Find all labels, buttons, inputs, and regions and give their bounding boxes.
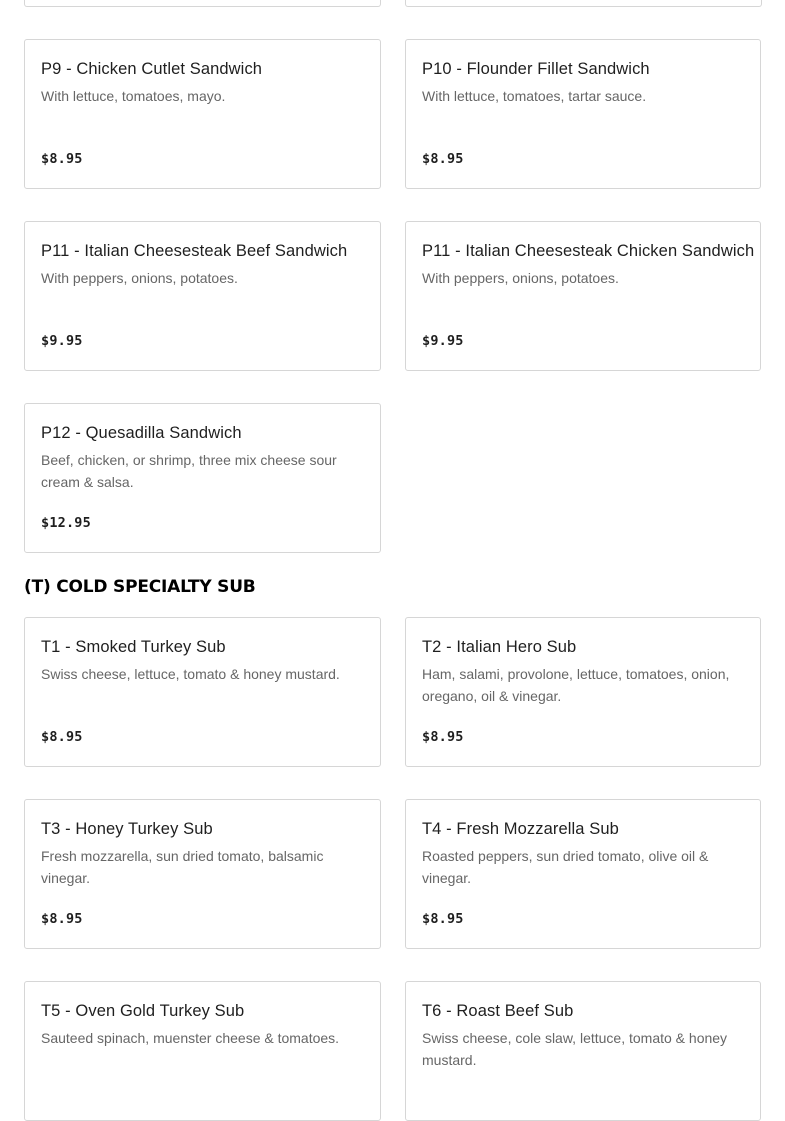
menu-item-price: $8.95 <box>41 911 83 927</box>
menu-item-name: T3 - Honey Turkey Sub <box>41 820 213 838</box>
menu-item-card-t2[interactable] <box>405 617 761 767</box>
menu-item-name: T6 - Roast Beef Sub <box>422 1002 574 1020</box>
menu-item-card-t5[interactable] <box>24 981 381 1121</box>
menu-item-name: P11 - Italian Cheesesteak Beef Sandwich <box>41 242 348 260</box>
menu-item-price: $8.95 <box>41 729 83 745</box>
menu-item-name: T4 - Fresh Mozzarella Sub <box>422 820 619 838</box>
menu-item-name: P9 - Chicken Cutlet Sandwich <box>41 60 263 78</box>
menu-item-name: P12 - Quesadilla Sandwich <box>41 424 242 442</box>
menu-item-card-p9[interactable] <box>24 39 381 189</box>
menu-item-description: With lettuce, tomatoes, tartar sauce. <box>422 88 647 104</box>
menu-item-name: T2 - Italian Hero Sub <box>422 638 577 656</box>
menu-item-card-p10[interactable] <box>405 39 761 189</box>
menu-item-price: $8.95 <box>422 729 464 745</box>
menu-item-price: $9.95 <box>422 333 464 349</box>
menu-item-price: $9.95 <box>41 333 83 349</box>
menu-item-card-partial[interactable] <box>24 0 381 7</box>
menu-item-name: T5 - Oven Gold Turkey Sub <box>41 1002 245 1020</box>
menu-item-card-p12[interactable] <box>24 403 381 553</box>
menu-item-card-t6[interactable] <box>405 981 761 1121</box>
menu-item-price: $8.95 <box>41 151 83 167</box>
menu-item-price: $8.95 <box>422 911 464 927</box>
menu-item-description: Swiss cheese, lettuce, tomato & honey mustard. <box>41 666 340 682</box>
menu-item-name: P11 - Italian Cheesesteak Chicken Sandwich <box>422 242 755 260</box>
menu-item-description: Swiss cheese, cole slaw, lettuce, tomato & honey mustard. <box>422 1030 728 1068</box>
menu-item-description: Ham, salami, provolone, lettuce, tomatoes, onion, oregano, oil & vinegar. <box>422 666 730 704</box>
menu-item-description: Roasted peppers, sun dried tomato, olive oil & vinegar. <box>422 848 709 886</box>
menu-item-description: With peppers, onions, potatoes. <box>41 270 238 286</box>
menu-item-card-partial[interactable] <box>405 0 762 7</box>
menu-item-description: Fresh mozzarella, sun dried tomato, balsamic vinegar. <box>41 848 324 886</box>
menu-item-name: P10 - Flounder Fillet Sandwich <box>422 60 650 78</box>
menu-item-price: $8.95 <box>422 151 464 167</box>
section-heading: (T) COLD SPECIALTY SUB <box>24 577 256 597</box>
menu-item-card-t3[interactable] <box>24 799 381 949</box>
menu-item-card-t4[interactable] <box>405 799 761 949</box>
menu-item-card-p11-beef[interactable] <box>24 221 381 371</box>
menu-item-card-p11-chicken[interactable] <box>405 221 761 371</box>
menu-item-description: With lettuce, tomatoes, mayo. <box>41 88 226 104</box>
menu-item-name: T1 - Smoked Turkey Sub <box>41 638 226 656</box>
menu-item-card-t1[interactable] <box>24 617 381 767</box>
menu-item-price: $12.95 <box>41 515 91 531</box>
menu-item-description: Sauteed spinach, muenster cheese & tomatoes. <box>41 1030 340 1046</box>
menu-item-description: Beef, chicken, or shrimp, three mix cheese sour cream & salsa. <box>41 452 337 490</box>
menu-item-description: With peppers, onions, potatoes. <box>422 270 619 286</box>
